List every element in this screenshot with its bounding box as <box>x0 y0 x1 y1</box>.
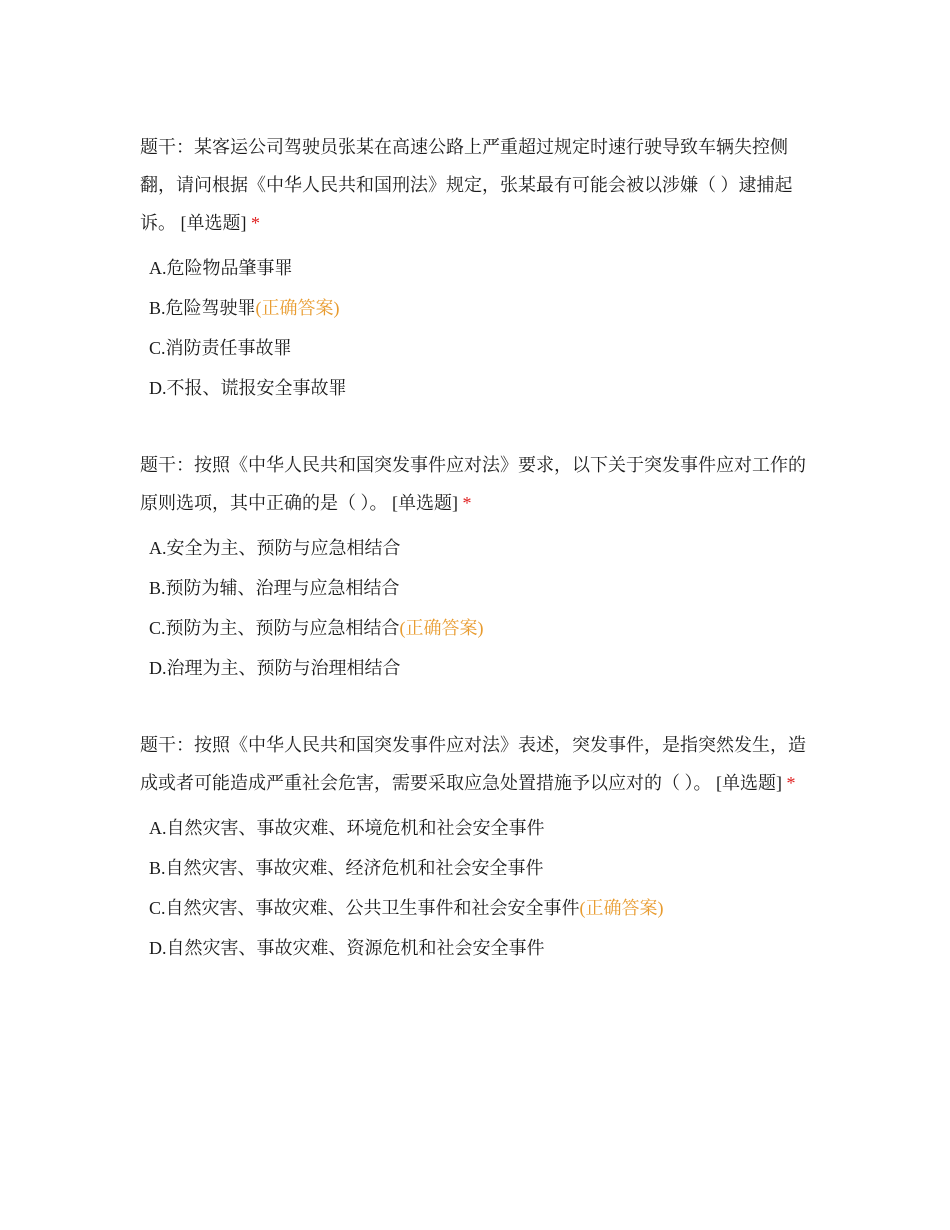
option-a <box>149 808 816 848</box>
option-text: D.不报、谎报安全事故罪 <box>149 378 347 398</box>
question-stem <box>140 128 816 242</box>
stem-text: 题干：按照《中华人民共和国突发事件应对法》要求，以下关于突发事件应对工作的原则选项，其中正确的是（ ）。 <box>140 455 806 513</box>
correct-answer-tag: (正确答案) <box>399 618 484 638</box>
option-d <box>149 648 816 688</box>
option-text: B.危险驾驶罪 <box>149 298 256 318</box>
option-b <box>149 568 816 608</box>
option-text: C.消防责任事故罪 <box>149 338 292 358</box>
question-type-tag: [单选题] <box>180 213 247 233</box>
question-stem <box>140 726 816 802</box>
required-mark: * <box>251 213 260 233</box>
option-text: A.危险物品肇事罪 <box>149 258 293 278</box>
correct-answer-tag: (正确答案) <box>255 298 340 318</box>
option-b <box>149 288 816 328</box>
option-text: C.预防为主、预防与应急相结合 <box>149 618 400 638</box>
question-type-tag: [单选题] <box>716 773 782 793</box>
option-text: D.自然灾害、事故灾难、资源危机和社会安全事件 <box>149 938 545 958</box>
option-text: C.自然灾害、事故灾难、公共卫生事件和社会安全事件 <box>149 898 580 918</box>
options-list <box>140 248 816 408</box>
required-mark: * <box>462 493 472 513</box>
option-a <box>149 248 816 288</box>
option-d <box>149 368 816 408</box>
option-text: B.预防为辅、治理与应急相结合 <box>149 578 400 598</box>
stem-text: 题干：某客运公司驾驶员张某在高速公路上严重超过规定时速行驶导致车辆失控侧翻，请问根据《中华人民共和国刑法》规定，张某最有可能会被以涉嫌（ ）逮捕起诉。 <box>140 137 793 233</box>
option-c <box>149 608 816 648</box>
option-text: B.自然灾害、事故灾难、经济危机和社会安全事件 <box>149 858 544 878</box>
option-a <box>149 528 816 568</box>
question-type-tag: [单选题] <box>392 493 458 513</box>
option-b <box>149 848 816 888</box>
stem-text: 题干：按照《中华人民共和国突发事件应对法》表述，突发事件，是指突然发生，造成或者可能造成严重社会危害，需要采取应急处置措施予以应对的（ ）。 <box>140 735 806 793</box>
option-text: A.安全为主、预防与应急相结合 <box>149 538 401 558</box>
correct-answer-tag: (正确答案) <box>579 898 664 918</box>
option-c <box>149 888 816 928</box>
question-3 <box>140 726 816 968</box>
question-stem <box>140 446 816 522</box>
options-list <box>140 528 816 688</box>
option-d <box>149 928 816 968</box>
question-1 <box>140 128 816 408</box>
required-mark: * <box>786 773 796 793</box>
question-2 <box>140 446 816 688</box>
options-list <box>140 808 816 968</box>
option-text: A.自然灾害、事故灾难、环境危机和社会安全事件 <box>149 818 545 838</box>
option-c <box>149 328 816 368</box>
option-text: D.治理为主、预防与治理相结合 <box>149 658 401 678</box>
